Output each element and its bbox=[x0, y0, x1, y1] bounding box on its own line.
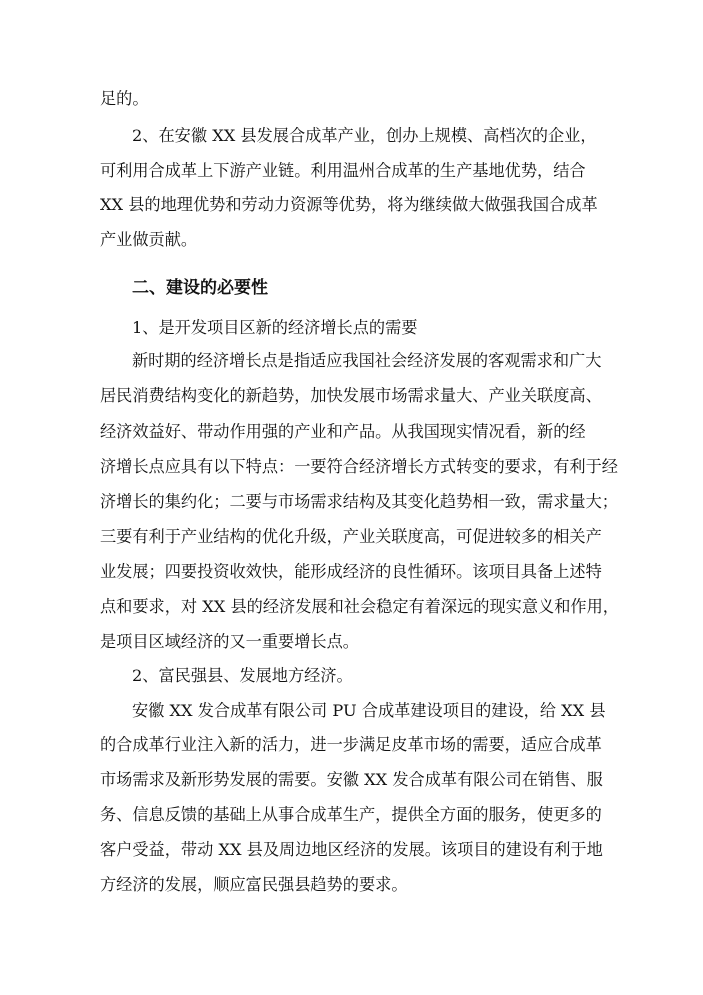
paragraph-line: 客户受益，带动 XX 县及周边地区经济的发展。该项目的建设有利于地 bbox=[100, 840, 603, 859]
paragraph-line: 是项目区域经济的又一重要增长点。 bbox=[100, 632, 359, 651]
subsection-title: 2、富民强县、发展地方经济。 bbox=[132, 666, 353, 685]
section-heading: 二、建设的必要性 bbox=[132, 278, 268, 298]
paragraph-line: 业发展；四要投资收效快，能形成经济的良性循环。该项目具备上述特 bbox=[100, 562, 602, 581]
paragraph-line: 方经济的发展，顺应富民强县趋势的要求。 bbox=[100, 875, 408, 894]
paragraph-line: 济增长的集约化；二要与市场需求结构及其变化趋势相一致，需求量大； bbox=[100, 492, 618, 511]
paragraph-line: 产业做贡献。 bbox=[100, 230, 198, 249]
paragraph-line: 的合成革行业注入新的活力，进一步满足皮革市场的需要，适应合成革 bbox=[100, 735, 602, 754]
paragraph-line: 2、在安徽 XX 县发展合成革产业，创办上规模、高档次的企业， bbox=[132, 126, 597, 145]
paragraph-line: 可利用合成革上下游产业链。利用温州合成革的生产基地优势，结合 bbox=[100, 161, 586, 180]
paragraph-line: 新时期的经济增长点是指适应我国社会经济发展的客观需求和广大 bbox=[132, 351, 602, 370]
paragraph-line: 济增长点应具有以下特点：一要符合经济增长方式转变的要求，有利于经 bbox=[100, 457, 618, 476]
paragraph-line: 点和要求，对 XX 县的经济发展和社会稳定有着深远的现实意义和作用， bbox=[100, 597, 619, 616]
paragraph-line: XX 县的地理优势和劳动力资源等优势，将为继续做大做强我国合成革 bbox=[100, 195, 598, 214]
paragraph-line: 经济效益好、带动作用强的产业和产品。从我国现实情况看，新的经 bbox=[100, 422, 586, 441]
paragraph-line: 市场需求及新形势发展的需要。安徽 XX 发合成革有限公司在销售、服 bbox=[100, 770, 603, 789]
paragraph-line: 三要有利于产业结构的优化升级，产业关联度高，可促进较多的相关产 bbox=[100, 527, 602, 546]
subsection-title: 1、是开发项目区新的经济增长点的需要 bbox=[132, 318, 418, 337]
paragraph-line: 居民消费结构变化的新趋势，加快发展市场需求量大、产业关联度高、 bbox=[100, 386, 602, 405]
paragraph-line: 务、信息反馈的基础上从事合成革生产，提供全方面的服务，使更多的 bbox=[100, 805, 602, 824]
paragraph-line: 安徽 XX 发合成革有限公司 PU 合成革建设项目的建设，给 XX 县 bbox=[132, 701, 606, 720]
paragraph-line: 足的。 bbox=[100, 89, 149, 108]
